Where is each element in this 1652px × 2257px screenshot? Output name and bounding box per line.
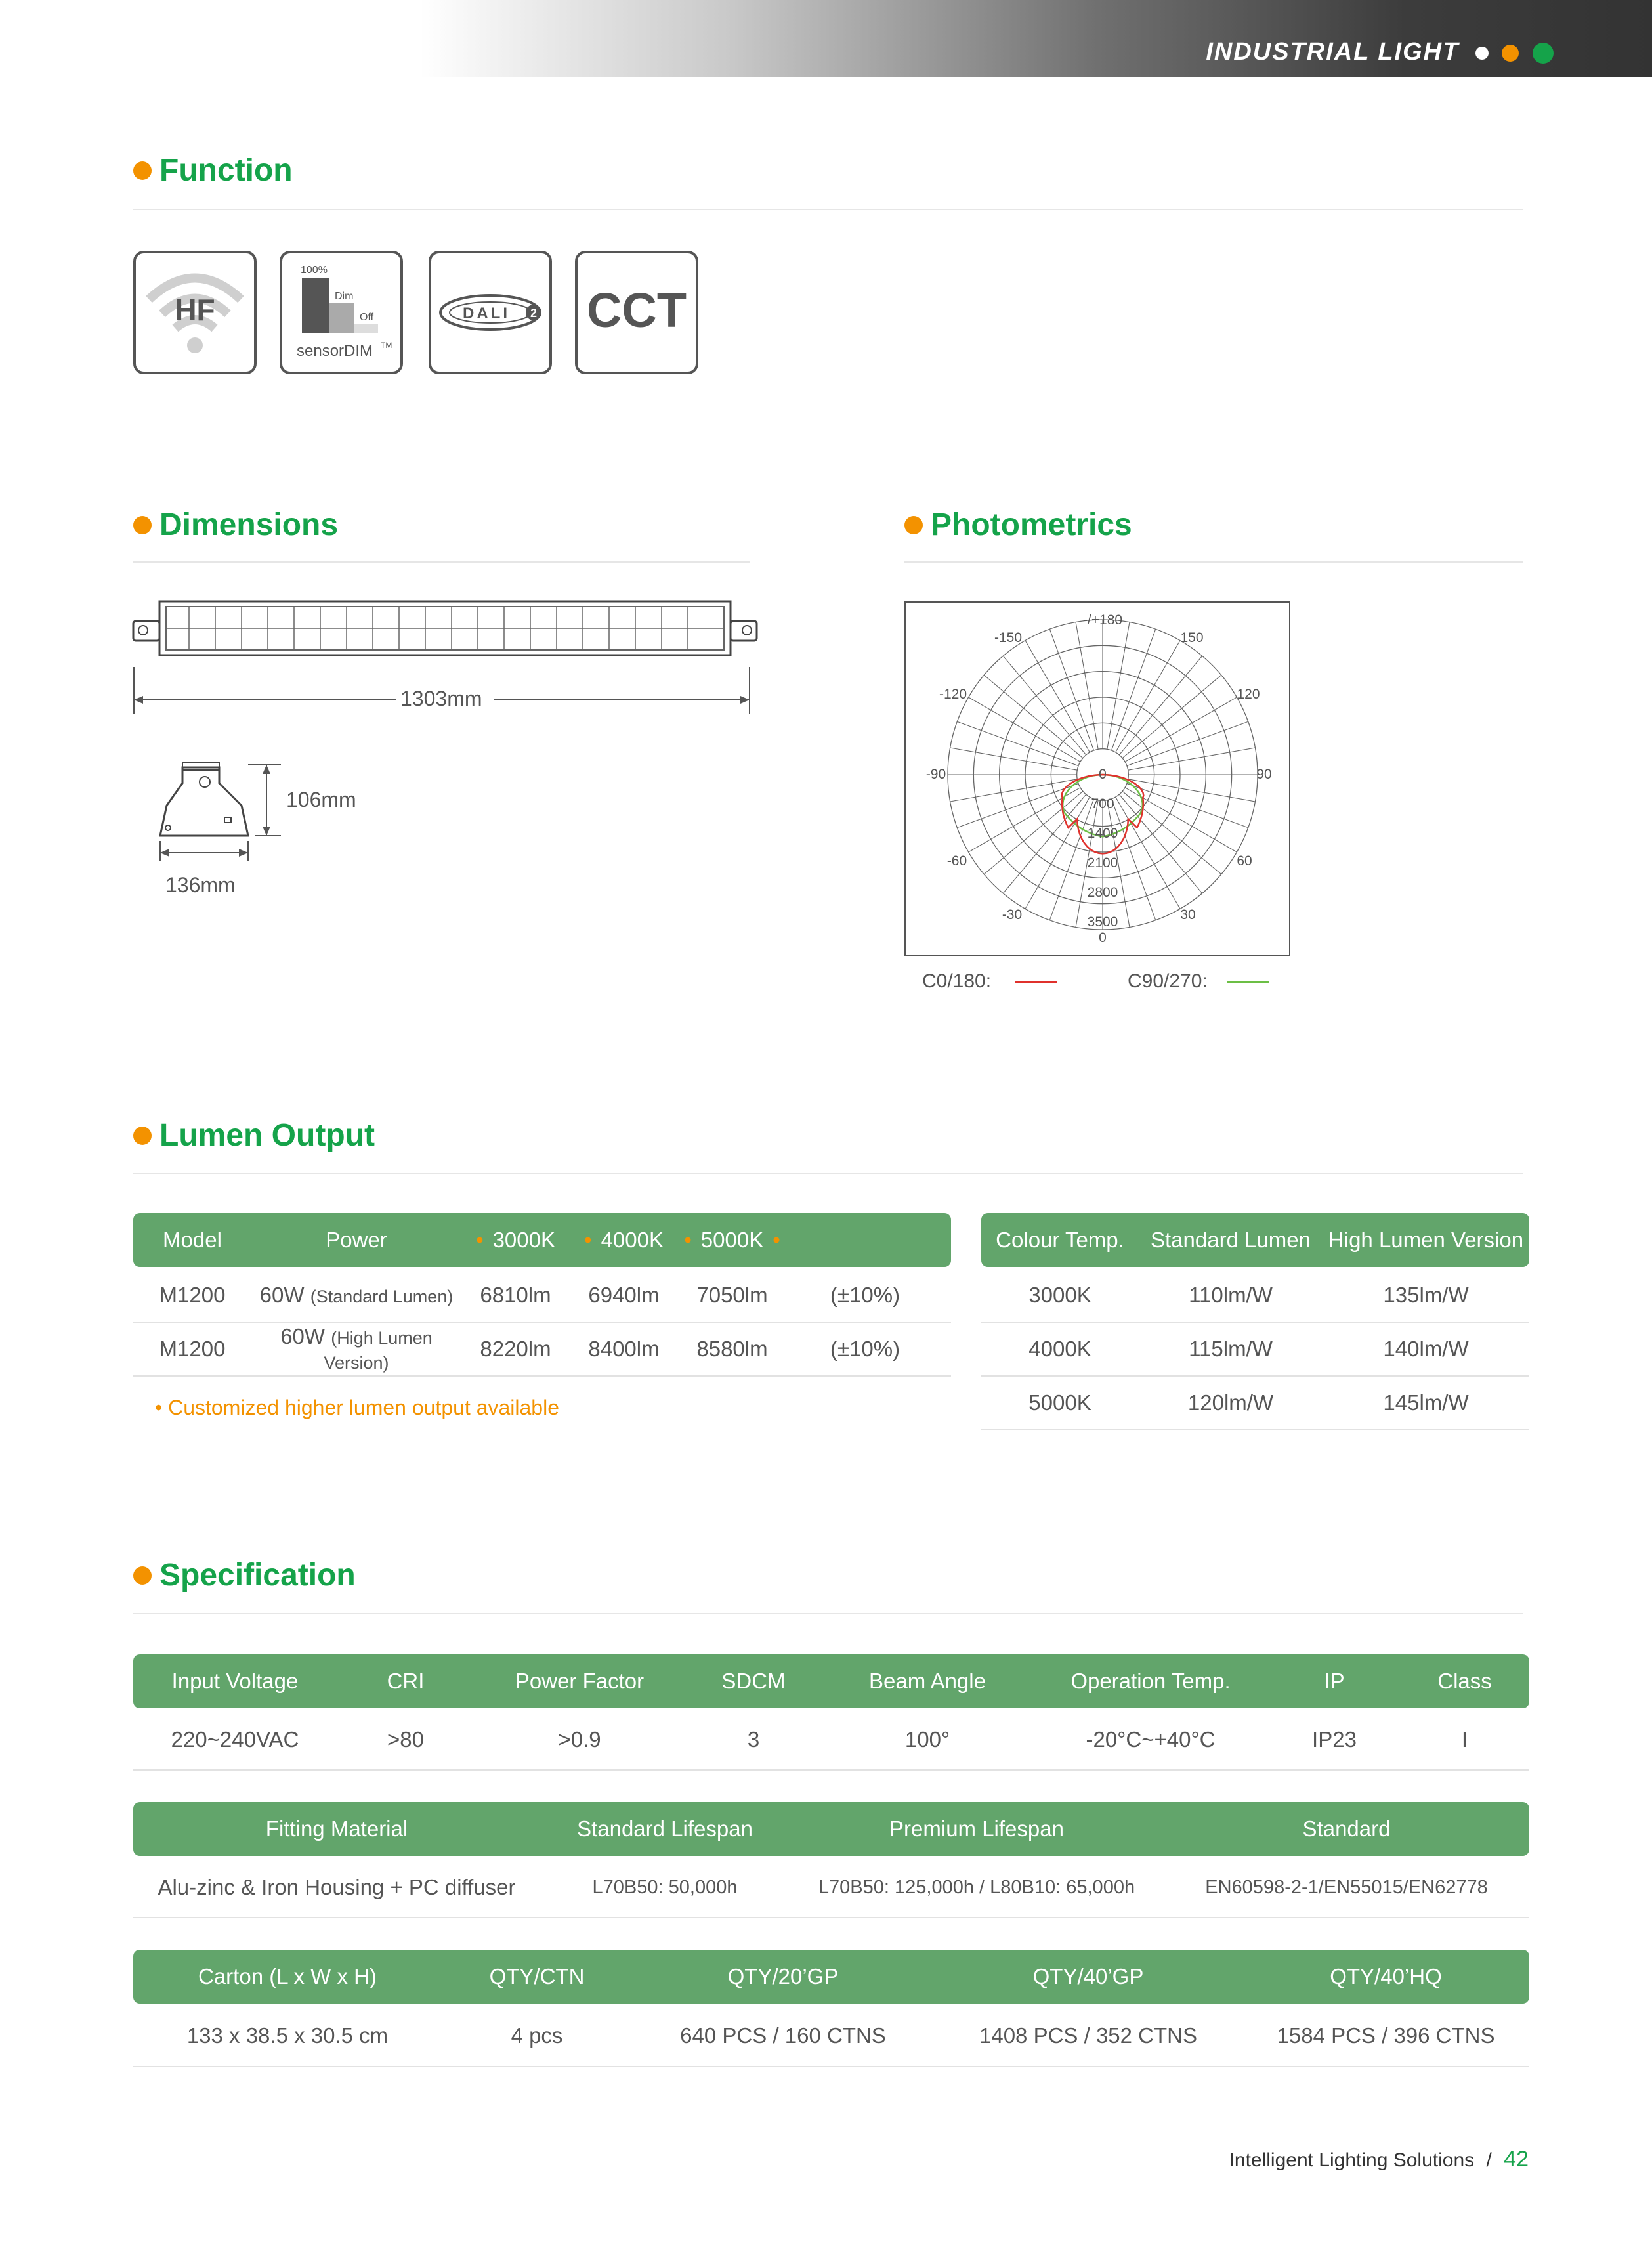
cell-high-lumen: 145lm/W bbox=[1383, 1390, 1469, 1415]
header-3000k-text: 3000K bbox=[492, 1228, 555, 1252]
angle-label-m150: -150 bbox=[994, 630, 1023, 645]
cell-carton: 133 x 38.5 x 30.5 cm bbox=[186, 2023, 389, 2048]
sensor-dim-label: Dim bbox=[335, 291, 354, 302]
cell-standard-lumen: 120lm/W bbox=[1187, 1390, 1274, 1415]
legend-c0 bbox=[922, 970, 1057, 993]
angle-label-m120: -120 bbox=[939, 687, 967, 702]
header-ip: IP bbox=[1324, 1669, 1345, 1693]
table-row bbox=[981, 1377, 1529, 1430]
header-standard: Standard bbox=[1302, 1816, 1391, 1841]
angle-label-m60: -60 bbox=[946, 853, 967, 869]
orange-bullet-icon bbox=[133, 1566, 152, 1585]
header-qty-40gp: QTY/40’GP bbox=[1032, 1964, 1144, 1988]
row-5000k: 7050lm bbox=[696, 1283, 768, 1307]
section-title-photometrics bbox=[904, 507, 1132, 543]
dali-label: DALI bbox=[463, 305, 510, 322]
header-standard-lumen: Standard Lumen bbox=[1150, 1228, 1311, 1252]
sensor-dim-icon bbox=[280, 251, 403, 374]
angle-label-150: 150 bbox=[1180, 630, 1204, 645]
header-qty-20gp: QTY/20’GP bbox=[727, 1964, 839, 1988]
cell-cri: >80 bbox=[387, 1727, 424, 1752]
brand-text: INDUSTRIAL LIGHT bbox=[1206, 38, 1460, 66]
cell-class: I bbox=[1461, 1727, 1468, 1752]
cell-sdcm: 3 bbox=[747, 1727, 760, 1752]
cell-fitting-material: Alu-zinc & Iron Housing + PC diffuser bbox=[158, 1875, 516, 1899]
row-4000k: 6940lm bbox=[588, 1283, 660, 1307]
header-5000k-text: 5000K bbox=[700, 1228, 764, 1252]
divider bbox=[133, 1613, 1523, 1614]
cell-qty-ctn: 4 pcs bbox=[511, 2023, 563, 2048]
table-row bbox=[133, 1710, 1529, 1771]
section-title-spec bbox=[133, 1557, 356, 1593]
cell-colour-temp: 5000K bbox=[1028, 1390, 1091, 1415]
section-title-dimensions bbox=[133, 507, 338, 543]
efficacy-table-header bbox=[981, 1213, 1529, 1267]
sensor-100-label: 100% bbox=[301, 265, 328, 276]
angle-label-30: 30 bbox=[1180, 907, 1196, 922]
table-row bbox=[133, 2006, 1529, 2067]
header-beam-angle: Beam Angle bbox=[869, 1669, 986, 1693]
header-sdcm: SDCM bbox=[721, 1669, 786, 1693]
width-label: 136mm bbox=[165, 873, 236, 897]
row-model: M1200 bbox=[159, 1337, 226, 1361]
header-colour-temp: Colour Temp. bbox=[996, 1228, 1124, 1252]
cell-ip: IP23 bbox=[1312, 1727, 1357, 1752]
divider bbox=[133, 209, 1523, 210]
divider bbox=[133, 561, 750, 563]
cell-qty-40gp: 1408 PCS / 352 CTNS bbox=[979, 2023, 1197, 2048]
radial-label-2100: 2100 bbox=[1087, 855, 1118, 871]
header-fitting-material: Fitting Material bbox=[265, 1816, 408, 1841]
lumen-table-header bbox=[133, 1213, 951, 1267]
cell-input-voltage: 220~240VAC bbox=[171, 1727, 299, 1752]
header-4000k: • 4000K bbox=[584, 1228, 664, 1252]
photometrics-title-text: Photometrics bbox=[931, 507, 1132, 542]
hf-icon bbox=[133, 251, 257, 374]
legend-c0-label: C0/180: bbox=[922, 970, 992, 992]
header-carton: Carton (L x W x H) bbox=[198, 1964, 377, 1988]
angle-label-m30: -30 bbox=[1002, 907, 1023, 922]
header-5000k: • 5000K • bbox=[684, 1228, 780, 1252]
row-power-note: (Standard Lumen) bbox=[310, 1287, 454, 1306]
header-3000k: • 3000K bbox=[476, 1228, 555, 1252]
angle-label-60: 60 bbox=[1237, 853, 1252, 869]
header-model: Model bbox=[163, 1228, 222, 1252]
section-title-lumen bbox=[133, 1117, 375, 1153]
page-number: 42 bbox=[1504, 2147, 1529, 2172]
row-4000k: 8400lm bbox=[588, 1337, 660, 1361]
divider bbox=[904, 561, 1523, 563]
divider bbox=[133, 1173, 1523, 1174]
orange-dot-icon bbox=[1502, 45, 1519, 62]
footer-text: Intelligent Lighting Solutions bbox=[1229, 2149, 1475, 2171]
orange-bullet-icon bbox=[133, 1127, 152, 1145]
table-row bbox=[133, 1323, 951, 1377]
row-3000k: 6810lm bbox=[480, 1283, 551, 1307]
header-operation-temp: Operation Temp. bbox=[1070, 1669, 1231, 1693]
header-power: Power bbox=[326, 1228, 387, 1252]
footer bbox=[1229, 2147, 1529, 2172]
angle-label-m90: -90 bbox=[925, 767, 946, 782]
spec-title-text: Specification bbox=[159, 1558, 356, 1593]
cell-colour-temp: 3000K bbox=[1028, 1283, 1091, 1307]
angle-label-0: 0 bbox=[1099, 930, 1107, 945]
sensor-tm-label: TM bbox=[381, 341, 392, 350]
cell-premium-lifespan: L70B50: 125,000h / L80B10: 65,000h bbox=[818, 1876, 1135, 1898]
function-title-text: Function bbox=[159, 153, 293, 188]
legend-c90 bbox=[1128, 970, 1269, 993]
header-qty-40hq: QTY/40’HQ bbox=[1330, 1964, 1442, 1988]
angle-label-120: 120 bbox=[1237, 687, 1260, 702]
spec-table2-header bbox=[133, 1802, 1529, 1856]
radial-label-700: 700 bbox=[1091, 796, 1114, 811]
brand-title bbox=[1206, 38, 1554, 66]
row-power-value: 60W bbox=[259, 1283, 305, 1307]
cell-operation-temp: -20°C~+40°C bbox=[1086, 1727, 1216, 1752]
row-power bbox=[251, 1324, 461, 1374]
green-dot-icon bbox=[1533, 43, 1554, 64]
header-input-voltage: Input Voltage bbox=[171, 1669, 299, 1693]
legend-c90-swatch bbox=[1227, 981, 1269, 983]
polar-diagram bbox=[904, 601, 1290, 959]
row-model: M1200 bbox=[159, 1283, 226, 1307]
sensor-off-label: Off bbox=[360, 312, 374, 323]
cell-high-lumen: 135lm/W bbox=[1383, 1283, 1469, 1307]
header-high-lumen: High Lumen Version bbox=[1328, 1228, 1524, 1252]
table-row bbox=[981, 1269, 1529, 1323]
row-5000k: 8580lm bbox=[696, 1337, 768, 1361]
cell-colour-temp: 4000K bbox=[1028, 1337, 1091, 1361]
radial-label-2800: 2800 bbox=[1087, 885, 1118, 900]
section-title-function bbox=[133, 152, 293, 188]
row-tolerance: (±10%) bbox=[830, 1337, 900, 1361]
row-power-value: 60W bbox=[280, 1324, 326, 1348]
polar-diagram-svg bbox=[904, 601, 1290, 956]
dimensions-title-text: Dimensions bbox=[159, 507, 339, 542]
orange-bullet-icon bbox=[133, 161, 152, 180]
lumen-note: • Customized higher lumen output available bbox=[155, 1396, 559, 1419]
cell-power-factor: >0.9 bbox=[558, 1727, 601, 1752]
spec-table1-header bbox=[133, 1654, 1529, 1708]
radial-label-1400: 1400 bbox=[1087, 826, 1118, 841]
cell-standard-lumen: 110lm/W bbox=[1189, 1283, 1273, 1307]
end-view-drawing bbox=[156, 758, 287, 867]
cct-label: CCT bbox=[586, 283, 687, 337]
cell-high-lumen: 140lm/W bbox=[1383, 1337, 1469, 1361]
spec-table3-header bbox=[133, 1950, 1529, 2004]
dali-icon bbox=[429, 251, 552, 374]
header-class: Class bbox=[1437, 1669, 1492, 1693]
sensor-name-label: sensorDIM bbox=[297, 342, 373, 360]
cell-qty-40hq: 1584 PCS / 396 CTNS bbox=[1277, 2023, 1495, 2048]
row-3000k: 8220lm bbox=[480, 1337, 551, 1361]
angle-label-90: 90 bbox=[1256, 767, 1272, 782]
white-dot-icon bbox=[1475, 47, 1489, 60]
header-qty-ctn: QTY/CTN bbox=[489, 1964, 585, 1988]
table-row bbox=[981, 1323, 1529, 1377]
table-row bbox=[133, 1269, 951, 1323]
header-cri: CRI bbox=[387, 1669, 425, 1693]
legend-c90-label: C90/270: bbox=[1128, 970, 1208, 992]
cell-qty-20gp: 640 PCS / 160 CTNS bbox=[680, 2023, 886, 2048]
cell-standard-lumen: 115lm/W bbox=[1189, 1337, 1273, 1361]
header-standard-lifespan: Standard Lifespan bbox=[577, 1816, 753, 1841]
row-power bbox=[251, 1283, 461, 1308]
cell-beam-angle: 100° bbox=[904, 1727, 950, 1752]
header-4000k-text: 4000K bbox=[601, 1228, 664, 1252]
cell-standard: EN60598-2-1/EN55015/EN62778 bbox=[1205, 1876, 1488, 1898]
table-row bbox=[133, 1858, 1529, 1918]
orange-bullet-icon bbox=[904, 516, 923, 534]
row-tolerance: (±10%) bbox=[830, 1283, 900, 1307]
lumen-title-text: Lumen Output bbox=[159, 1118, 375, 1153]
row-power-note: (High Lumen Version) bbox=[324, 1328, 433, 1373]
dali-version-label: 2 bbox=[530, 307, 538, 320]
cct-icon bbox=[575, 251, 698, 374]
hf-label: HF bbox=[175, 293, 215, 327]
header-premium-lifespan: Premium Lifespan bbox=[889, 1816, 1064, 1841]
orange-bullet-icon bbox=[133, 516, 152, 534]
angle-label-180: -/+180 bbox=[1082, 613, 1123, 628]
header-power-factor: Power Factor bbox=[515, 1669, 645, 1693]
radial-label-0: 0 bbox=[1099, 767, 1107, 782]
length-label: 1303mm bbox=[400, 687, 482, 710]
height-label: 106mm bbox=[286, 788, 356, 811]
footer-separator: / bbox=[1486, 2149, 1492, 2171]
cell-standard-lifespan: L70B50: 50,000h bbox=[592, 1876, 738, 1898]
legend-c0-swatch bbox=[1015, 981, 1057, 983]
radial-label-3500: 3500 bbox=[1087, 914, 1118, 930]
